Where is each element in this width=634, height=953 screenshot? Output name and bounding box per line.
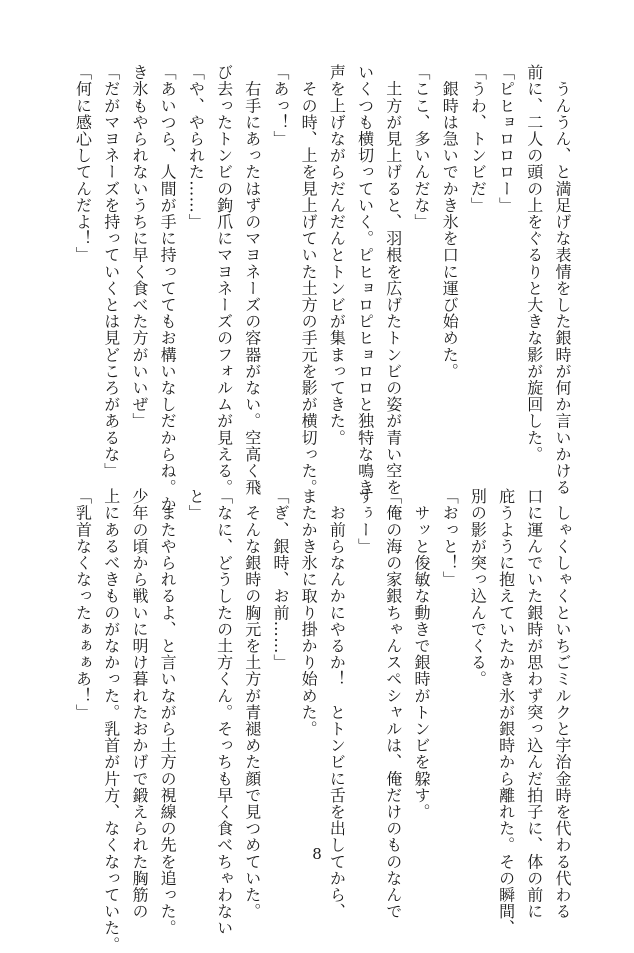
text-line: うんうん、と満足げな表情をした銀時が何か言いかける <box>553 64 572 496</box>
text-line: 前に、二人の頭の上をぐるりと大きな影が旋回した。 <box>524 64 544 463</box>
text-line: お前らなんかにやるか！ とトンビに舌を出してから、 <box>327 488 347 920</box>
text-line: 「あっ！」 <box>270 64 290 147</box>
text-line: 「ぎ、銀時、お前……」 <box>270 488 290 671</box>
text-line: 上にあるべきものがなかった。乳首が片方、なくなっていた。 <box>101 488 121 953</box>
text-line: 「乳首なくなったぁぁぁあ！」 <box>73 488 93 721</box>
text-line: 「ここ、多いんだな」 <box>411 64 431 230</box>
text-line: 「あいつら、人間が手に持っててもお構いなしだからね。か <box>158 64 178 513</box>
text-line: 「何に感心してんだよ！」 <box>73 64 93 264</box>
text-line: 土方が見上げると、羽根を広げたトンビの姿が青い空を <box>383 64 403 496</box>
text-line: び去ったトンビの鉤爪にマヨネーズのフォルムが見える。 <box>214 64 234 496</box>
text-line: サッと俊敏な動きで銀時がトンビを躱す。 <box>411 488 431 820</box>
text-line: 口に運んでいた銀時が思わず突っ込んだ拍子に、体の前に <box>524 488 544 920</box>
text-line: またやられるよ、と言いながら土方の視線の先を追った。 <box>158 488 178 937</box>
text-line: またかき氷に取り掛かり始めた。 <box>299 488 319 737</box>
text-line: 「なに、どうしたの土方くん。そっちも早く食べちゃわない <box>214 488 234 937</box>
text-line: いくつも横切っていく。ピヒョロピヒョロロと独特な鳴き <box>355 64 375 496</box>
text-line: 「や、やられた……」 <box>186 64 206 230</box>
text-line: しゃくしゃくといちごミルクと宇治金時を代わる代わる <box>553 488 572 920</box>
text-line: と」 <box>186 488 206 522</box>
text-line: 「ピヒョロロロー」 <box>496 64 516 214</box>
text-line: そんな銀時の胸元を土方が青褪めた顔で見つめていた。 <box>242 488 262 920</box>
upper-text-block <box>68 64 576 513</box>
text-line: 「おっと！」 <box>440 488 460 588</box>
text-line: 少年の頃から戦いに明け暮れたおかげで鍛えられた胸筋の <box>129 488 149 920</box>
text-line: すぅー」 <box>355 488 375 555</box>
text-line: き氷もやられないうちに早く食べた方がいいぜ」 <box>129 64 149 430</box>
page-number: 8 <box>312 845 322 863</box>
text-line: 別の影が突っ込んでくる。 <box>468 488 488 688</box>
text-line: 「俺の海の家銀ちゃんスペシャルは、俺だけのものなんで <box>383 488 403 920</box>
lower-text-block <box>68 488 576 953</box>
text-line: 声を上げながらだんだんとトンビが集まってきた。 <box>327 64 347 446</box>
text-line: その時、上を見上げていた土方の手元を影が横切った。 <box>299 64 319 496</box>
text-line: 「うわ、トンビだ」 <box>468 64 488 214</box>
text-line: 「だがマヨネーズを持っていくとは見どころがあるな」 <box>101 64 121 479</box>
text-line: 右手にあったはずのマヨネーズの容器がない。空高く飛 <box>242 64 262 496</box>
text-line: 庇うように抱えていたかき氷が銀時から離れた。その瞬間、 <box>496 488 516 937</box>
text-line: 銀時は急いでかき氷を口に運び始めた。 <box>440 64 460 380</box>
